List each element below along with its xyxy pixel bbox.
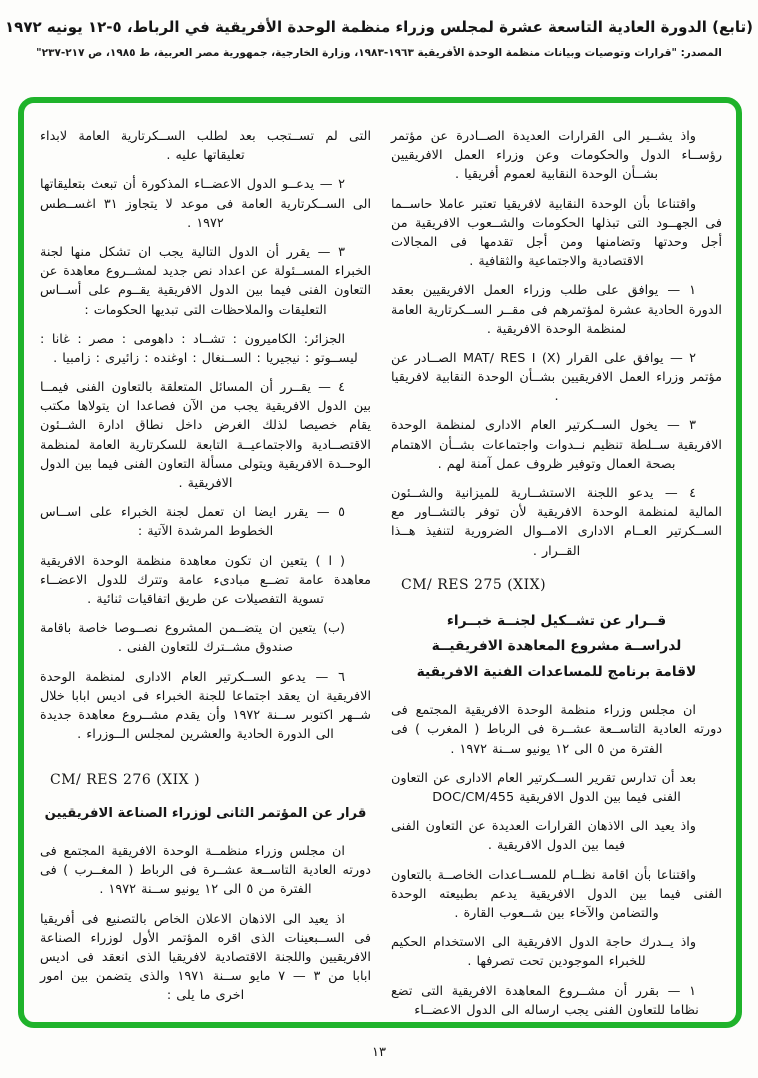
resolution-275-title bbox=[391, 609, 722, 686]
source-citation: المصدر: "قرارات وتوصيات وبيانات منظمة الوحدة الأفريقية ١٩٦٣-١٩٨٣، وزارة الخارجية، جمهورية مصر العربية، ط ١٩٨٥، ص ٢١٧-٢٣٧" bbox=[36, 47, 722, 59]
paragraph-council-session-rabat: ان مجلس وزراء منظمة الوحدة الافريقية المجتمع فى دورته العادية التاســعة عشــرة فى الرباط ( المغرب ) فى الفترة من ٥ الى ١٢ يونيو ســنة ١٩٧٢ . bbox=[391, 703, 722, 757]
resolution-code-cm-res-276: CM/ RES 276 (XIX ) bbox=[50, 772, 201, 789]
paragraph-states-list: الجزائر: الكاميرون : تشــاد : داهومى : مصر : غانا : ليســوتو : نيجيريا : الســنغال : اوغنده : زائيرى : زامبيا . bbox=[40, 331, 358, 366]
page-number: ١٣ bbox=[372, 1045, 386, 1060]
page-header bbox=[0, 18, 758, 59]
paragraph-item-4-special-bureau: ٤ — يقــرر أن المسائل المتعلقة بالتعاون الفنى فيمــا بين الدول الافريقية يجب من الآن فصاعدا ان يتولاها مكتب يقام خصيصا لذلك الغرض داخل نطاق ادارة الشــئون الاقتصــادية والاجتماعيــة التابعة للسكرتارية العامة لمنظمة الوحــدة الافريقية ويتولى مسألة التعاون الفنى فيما بين الدول الافريقية . bbox=[40, 380, 371, 491]
session-title: (تابع) الدورة العادية التاسعة عشرة لمجلس وزراء منظمة الوحدة الأفريقية في الرباط، ٥-١٢ يونيه ١٩٧٢ bbox=[5, 18, 753, 36]
paragraph-guideline-a-general-treaty: ( ا ) يتعين ان تكون معاهدة منظمة الوحدة الافريقية معاهدة عامة تضــع مبادىء عامة وتترك للدول الاعضــاء تسوية التفصيلات عن طريق اتفاقيات ثنائية . bbox=[40, 553, 371, 607]
column-left bbox=[40, 127, 371, 1014]
paragraph-trade-union-unity-conviction: واقتناعا بأن الوحدة النقابية لافريقيا تعتبر عاملا حاســما فى الجهــود التى تبذلها الحكومات والشــعوب الافريقية من أجل وحدتها وتضامنها ومن أجل تقدمها فى المجالات الاقتصادية والاجتماعية والثقافية . bbox=[391, 196, 722, 270]
paragraph-item-5-guidelines: ٥ — يقرر ايضا ان تعمل لجنة الخبراء على اســاس الخطوط المرشدة الآتية : bbox=[40, 505, 345, 540]
resolution-275-title-line-1: قــرار عن تشــكيل لجنــة خبــراء bbox=[446, 612, 667, 629]
resolution-275-title-line-2: لدراســة مشروع المعاهدة الافريقيــة bbox=[431, 638, 682, 655]
resolution-276-title: قرار عن المؤتمر الثانى لوزراء الصناعة الافريقيين bbox=[44, 806, 367, 822]
paragraph-recalling-congress-resolutions: واذ يشــير الى القرارات العديدة الصــادرة عن مؤتمر رؤســاء الدول والحكومات وعن وزراء العمل الافريقيين بشــأن الوحدة النقابية لعموم أفريقيا . bbox=[391, 129, 722, 183]
content-border-box bbox=[18, 97, 742, 1028]
two-column-layout bbox=[24, 103, 736, 1022]
resolution-code-cm-res-275: CM/ RES 275 (XIX) bbox=[401, 576, 547, 593]
paragraph-item-3-secretary-general: ٣ — يخول الســكرتير العام الادارى لمنظمة الوحدة الافريقية ســلطة تنظيم نــدوات واجتماعات بشــأن الاهتمام بصحة العمال وتوفير ظروف عمل آمنة لهم . bbox=[391, 418, 722, 472]
paragraph-council-session-rabat-2: ان مجلس وزراء منظمــة الوحدة الافريقية المجتمع فى دورته العادية التاســعة عشــرة فى الرباط ( المغــرب ) فى الفترة من ٥ الى ١٢ يونيو ســنة ١٩٧٢ . bbox=[40, 844, 371, 898]
paragraph-item-3-expert-committee-states: ٣ — يقرر أن الدول التالية يجب ان تشكل منها لجنة الخبراء المســئولة عن اعداد نص جديد لمشــروع معاهدة عن التعاون الفنى فيما بين الدول الافريقية يقــوم على أســاس التعليقات والملاحظات التى تبديها الحكومات : bbox=[40, 244, 371, 318]
resolution-275-title-line-3: لاقامة برنامج للمساعدات الفنية الافريقية bbox=[416, 663, 697, 680]
paragraph-recalling-technical-cooperation: واذ يعيد الى الاذهان القرارات العديدة عن التعاون الفنى فيما بين الدول الافريقية . bbox=[391, 819, 696, 854]
column-right bbox=[391, 127, 722, 1018]
paragraph-guideline-b-common-fund: (ب) يتعين ان يتضــمن المشروع نصــوصا خاصة باقامة صندوق مشــترك للتعاون الفنى . bbox=[40, 621, 345, 656]
paragraph-continuation-states-not-replied: التى لم تســتجب بعد لطلب الســكرتارية العامة لابداء تعليقاتها عليه . bbox=[40, 129, 371, 164]
paragraph-item-1-draft-convention: ١ — بقرر أن مشــروع المعاهدة الافريقية التى تضع نظاما للتعاون الفنى يجب ارساله الى الدول الاعضــاء bbox=[391, 983, 699, 1018]
paragraph-item-4-advisory-committee: ٤ — يدعو اللجنة الاستشــارية للميزانية والشــئون المالية لمنظمة الوحدة الافريقية لأن توفر بالتشــاور مع الســكرتير العــام الادارى الامــوال الضرورية لتنفيذ هــذا القــرار . bbox=[391, 486, 722, 559]
paragraph-item-6-addis-meeting: ٦ — يدعو الســكرتير العام الادارى لمنظمة الوحدة الافريقية ان يعقد اجتماعا للجنة الخبراء فى اديس ابابا خلال شــهر اكتوبر ســنة ١٩٧٢ وأن يقدم مشــروع معاهدة جديدة الى الدورة الحادية والعشرين لمجلس الــوزراء . bbox=[40, 669, 371, 743]
paragraph-experts-wise-use: واذ يــدرك حاجة الدول الافريقية الى الاستخدام الحكيم للخبراء الموجودين تحت تصرفها . bbox=[391, 935, 696, 970]
paragraph-item-2-member-states-comments: ٢ — يدعــو الدول الاعضــاء المذكورة أن تبعث بتعليقاتها الى الســكرتارية العامة فى موعد لا يتجاوز ٣١ اغســطس ١٩٧٢ . bbox=[40, 177, 371, 231]
paragraph-secretary-report-doc-cm-455: بعد أن تدارس تقرير الســكرتير العام الادارى عن التعاون الفنى فيما بين الدول الافريقية DOC/CM/455 bbox=[391, 770, 696, 806]
paragraph-assistance-system-conviction: واقتناعا بأن اقامة نظــام للمســاعدات الخاصــة بالتعاون الفنى فيما بين الدول الافريقية يدعم بطبيعته الوحدة والتضامن والآخاء بين شــعوب القارة . bbox=[391, 867, 722, 921]
paragraph-industrialization-declaration: اذ يعيد الى الاذهان الاعلان الخاص بالتصنيع فى أفريقيا فى الســبعينات الذى اقره المؤتمر الأول لوزراء الصناعة الافريقيين واللجنة الاقتصادية لافريقيا الذى انعقد فى اديس ابابا من ٣ — ٧ مايو ســنة ١٩٧١ والذى يتضمن بين امور اخرى ما يلى : bbox=[40, 911, 371, 1004]
paragraph-item-1-labour-ministers: ١ — يوافق على طلب وزراء العمل الافريقيين بعقد الدورة الحادية عشرة لمؤتمرهم فى مقــر الســكرتارية العامة لمنظمة الوحدة الافريقية . bbox=[391, 283, 722, 337]
paragraph-item-2-mat-res: ٢ — يوافق على القرار MAT/ RES I (X) الصــادر عن مؤتمر وزراء العمل الافريقيين بشــأن الوحدة النقابية لافريقيا . bbox=[391, 350, 722, 405]
